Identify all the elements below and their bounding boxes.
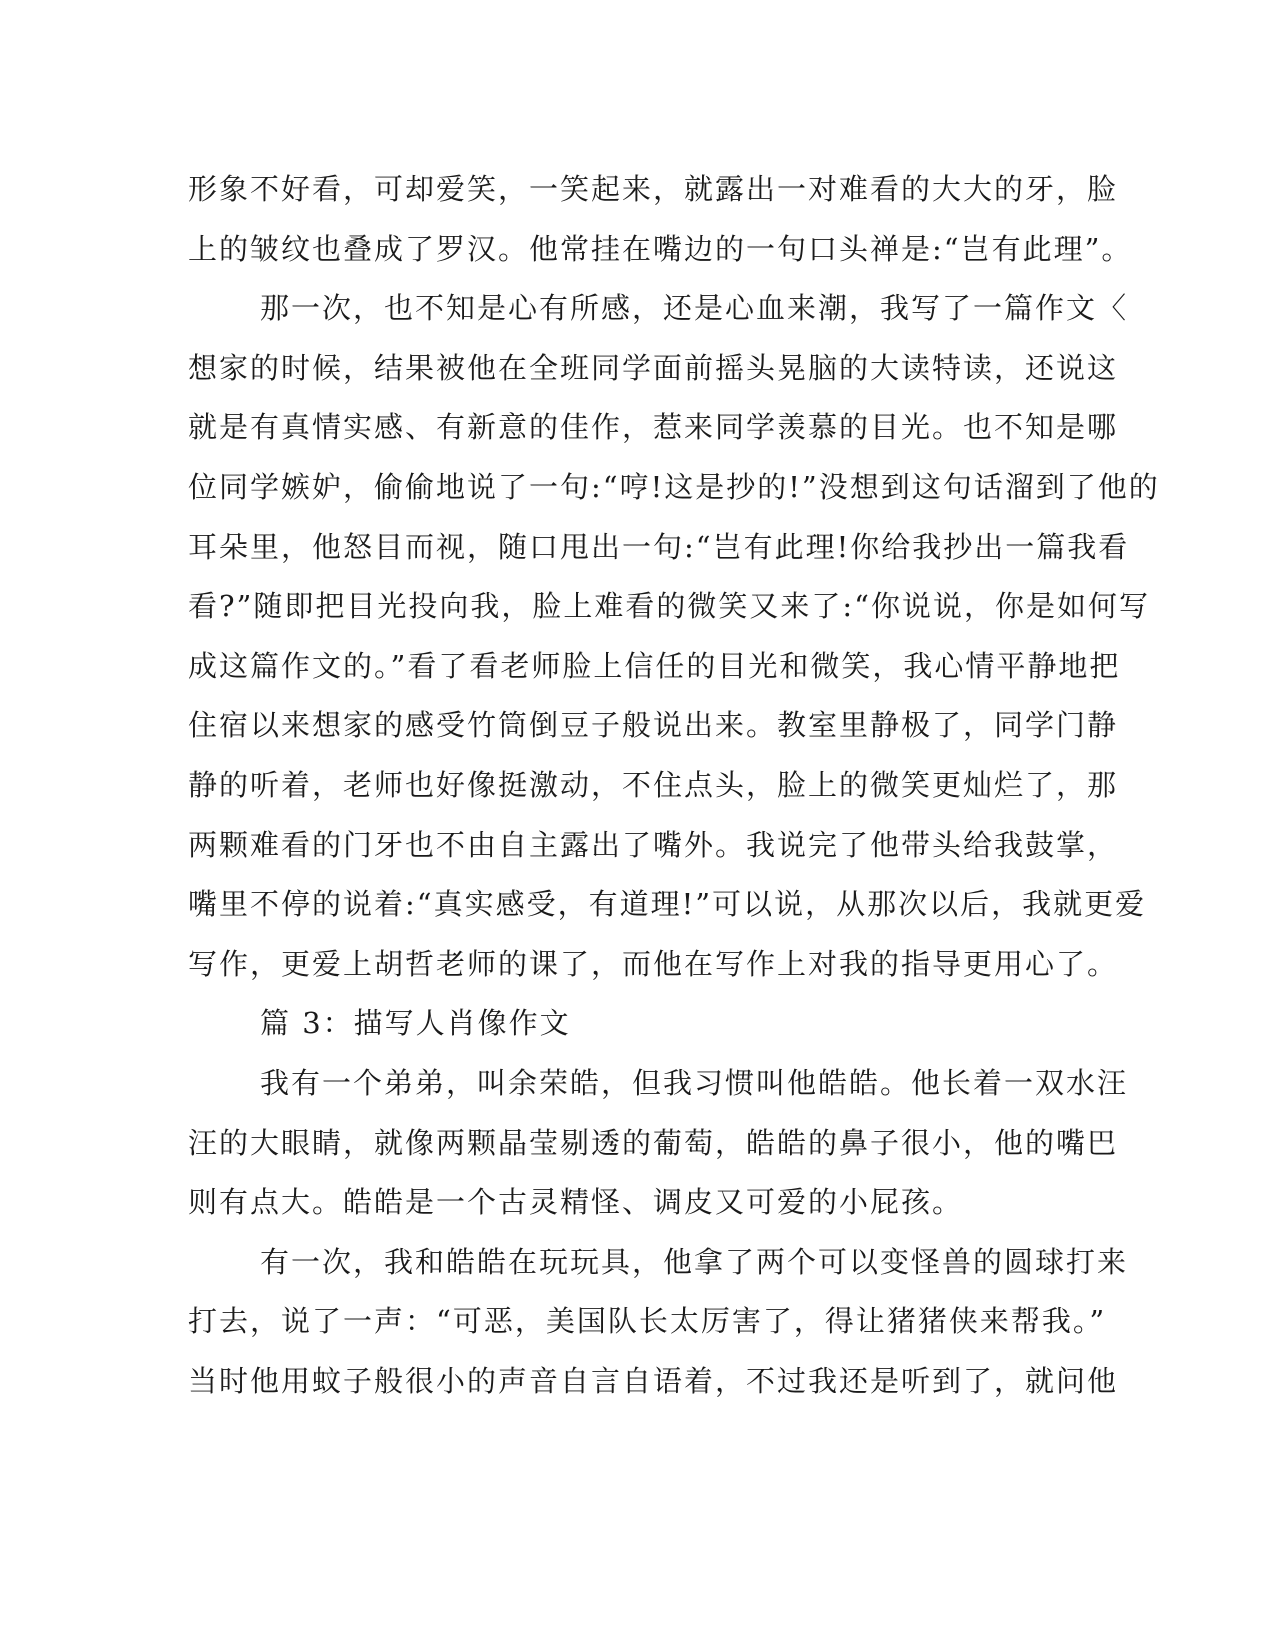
text-line: 上的皱纹也叠成了罗汉。他常挂在嘴边的一句口头禅是:“岂有此理”。	[188, 231, 1133, 266]
text-line: 则有点大。皓皓是一个古灵精怪、调皮又可爱的小屁孩。	[188, 1185, 964, 1220]
text-line: 两颗难看的门牙也不由自主露出了嘴外。我说完了他带头给我鼓掌，	[188, 827, 1119, 862]
text-line: 成这篇作文的。”看了看老师脸上信任的目光和微笑，我心情平静地把	[188, 648, 1121, 683]
text-line: 看?”随即把目光投向我，脸上难看的微笑又来了:“你说说，你是如何写	[188, 589, 1150, 624]
text-line: 写作，更爱上胡哲老师的课了，而他在写作上对我的指导更用心了。	[188, 946, 1119, 981]
text-line: 当时他用蚊子般很小的声音自言自语着，不过我还是听到了，就问他	[188, 1363, 1119, 1398]
text-line: 住宿以来想家的感受竹筒倒豆子般说出来。教室里静极了，同学门静	[188, 708, 1119, 743]
text-line: 打去，说了一声：“可恶，美国队长太厉害了，得让猪猪侠来帮我。”	[188, 1304, 1107, 1339]
text-line: 我有一个弟弟，叫余荣皓，但我习惯叫他皓皓。他长着一双水汪	[260, 1065, 1129, 1100]
text-line: 静的听着，老师也好像挺激动，不住点头，脸上的微笑更灿烂了，那	[188, 767, 1119, 802]
text-line: 那一次，也不知是心有所感，还是心血来潮，我写了一篇作文〈	[260, 291, 1129, 326]
body-text	[188, 160, 1160, 1411]
text-line: 就是有真情实感、有新意的佳作，惹来同学羡慕的目光。也不知是哪	[188, 410, 1119, 445]
text-line: 汪的大眼睛，就像两颗晶莹剔透的葡萄，皓皓的鼻子很小，他的嘴巴	[188, 1125, 1119, 1160]
text-line: 耳朵里，他怒目而视，随口甩出一句:“岂有此理!你给我抄出一篇我看	[188, 529, 1130, 564]
text-line: 有一次，我和皓皓在玩玩具，他拿了两个可以变怪兽的圆球打来	[260, 1244, 1129, 1279]
text-line: 位同学嫉妒，偷偷地说了一句:“哼!这是抄的!”没想到这句话溜到了他的	[188, 469, 1160, 504]
section-heading: 篇 3：描写人肖像作文	[260, 1006, 571, 1041]
text-line: 形象不好看，可却爱笑，一笑起来，就露出一对难看的大大的牙，脸	[188, 172, 1119, 206]
text-line: 嘴里不停的说着:“真实感受，有道理!”可以说，从那次以后，我就更爱	[188, 887, 1147, 922]
text-line: 想家的时候，结果被他在全班同学面前摇头晃脑的大读特读，还说这	[188, 350, 1119, 385]
